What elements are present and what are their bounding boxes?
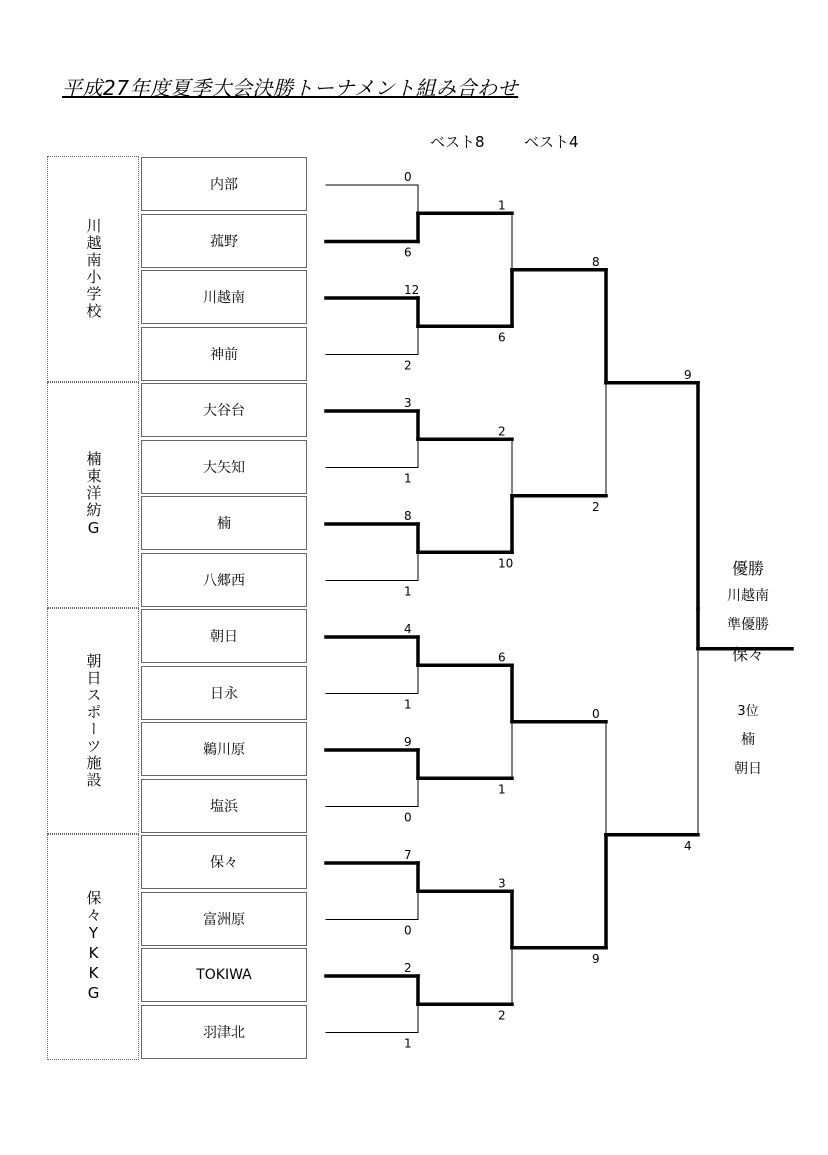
score-label: 2 [498,1008,506,1023]
score-label: 8 [404,509,412,523]
score-label: 12 [404,283,420,297]
score-label: 9 [404,735,412,749]
team-cell: 塩浜 [141,779,307,833]
score-label: 2 [404,961,412,975]
team-cell: 菰野 [141,214,307,268]
runner-up-team: 保々 [731,645,764,664]
score-label: 2 [498,424,506,439]
team-cell: 神前 [141,327,307,381]
page-title: 平成27年度夏季大会決勝トーナメント組み合わせ [62,76,519,100]
region-label: 川越南小学校 [84,218,103,320]
third-place-team: 楠 [741,732,755,748]
score-label: 1 [404,697,412,712]
team-cell: 富洲原 [141,892,307,946]
header-best8: ベスト8 [430,133,485,151]
team-cell: 楠 [141,496,307,550]
team-cell: 保々 [141,835,307,889]
header-best4: ベスト4 [524,133,579,151]
team-cell: 鵜川原 [141,722,307,776]
score-label: 4 [684,838,692,853]
champion-team: 川越南 [727,588,769,604]
team-cell: 朝日 [141,609,307,663]
score-label: 3 [498,876,506,891]
score-label: 6 [498,330,506,345]
third-place-label: 3位 [737,704,759,719]
score-label: 9 [592,951,600,966]
third-place-team: 朝日 [734,761,762,777]
score-label: 2 [592,499,600,514]
score-label: 4 [404,622,412,636]
score-label: 1 [498,782,506,797]
team-cell: 羽津北 [141,1005,307,1059]
score-label: 8 [592,254,600,269]
score-label: 1 [404,471,412,486]
team-cell: 川越南 [141,270,307,324]
team-cell: 内部 [141,157,307,211]
team-cell: 大谷台 [141,383,307,437]
score-label: 0 [404,170,412,184]
score-label: 9 [684,367,692,382]
score-label: 2 [404,358,412,373]
score-label: 1 [404,1036,412,1051]
team-cell: 日永 [141,666,307,720]
score-label: 7 [404,848,412,862]
score-label: 0 [592,706,600,721]
score-label: 1 [404,584,412,599]
team-cell: TOKIWA [141,948,307,1002]
score-label: 0 [404,810,412,825]
score-label: 3 [404,396,412,410]
score-label: 1 [498,198,506,213]
team-cell: 八郷西 [141,553,307,607]
score-label: 0 [404,923,412,938]
region-label: 楠東洋紡G [84,451,103,539]
score-label: 6 [498,650,506,665]
champion-label: 優勝 [731,559,764,578]
runner-up-label: 準優勝 [727,617,769,633]
region-label: 朝日スポーツ施設 [84,653,103,789]
team-cell: 大矢知 [141,440,307,494]
score-label: 6 [404,245,412,260]
score-label: 10 [498,556,514,571]
region-label: 保々YKKG [84,890,103,1004]
